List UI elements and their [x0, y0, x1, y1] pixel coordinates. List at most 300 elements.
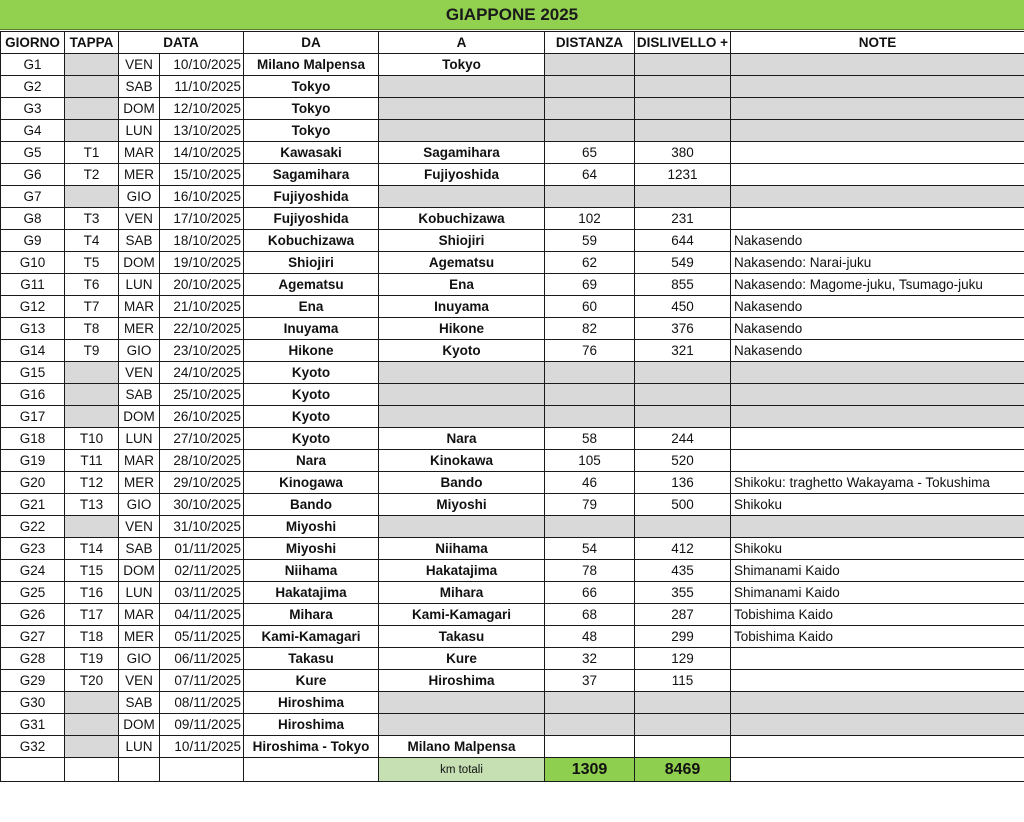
cell-note[interactable]	[731, 142, 1024, 164]
cell-dislivello[interactable]	[635, 362, 731, 384]
cell-day-of-week[interactable]: MAR	[119, 142, 160, 164]
cell-note[interactable]	[731, 670, 1024, 692]
cell-day-of-week[interactable]: VEN	[119, 670, 160, 692]
cell-tappa[interactable]	[65, 362, 119, 384]
cell-giorno[interactable]: G12	[1, 296, 65, 318]
cell-tappa[interactable]: T17	[65, 604, 119, 626]
cell-tappa[interactable]	[65, 384, 119, 406]
cell-giorno[interactable]: G29	[1, 670, 65, 692]
cell-date[interactable]: 08/11/2025	[160, 692, 244, 714]
cell-tappa[interactable]: T4	[65, 230, 119, 252]
cell-day-of-week[interactable]: SAB	[119, 384, 160, 406]
cell-date[interactable]: 21/10/2025	[160, 296, 244, 318]
cell-tappa[interactable]	[65, 186, 119, 208]
cell-date[interactable]: 23/10/2025	[160, 340, 244, 362]
cell-tappa[interactable]	[65, 98, 119, 120]
cell-dislivello[interactable]: 321	[635, 340, 731, 362]
cell-day-of-week[interactable]: SAB	[119, 538, 160, 560]
cell-giorno[interactable]: G32	[1, 736, 65, 758]
cell-date[interactable]: 13/10/2025	[160, 120, 244, 142]
cell-date[interactable]: 07/11/2025	[160, 670, 244, 692]
cell-a[interactable]: Nara	[379, 428, 545, 450]
cell-distanza[interactable]: 60	[545, 296, 635, 318]
cell-giorno[interactable]: G2	[1, 76, 65, 98]
cell-distanza[interactable]: 105	[545, 450, 635, 472]
cell-note[interactable]	[731, 362, 1024, 384]
cell-tappa[interactable]	[65, 692, 119, 714]
header-da[interactable]: DA	[244, 32, 379, 54]
cell-dislivello[interactable]	[635, 76, 731, 98]
cell-dislivello[interactable]: 500	[635, 494, 731, 516]
cell-dislivello[interactable]: 549	[635, 252, 731, 274]
totals-label[interactable]: km totali	[379, 758, 545, 782]
cell-da[interactable]: Ena	[244, 296, 379, 318]
cell-tappa[interactable]: T18	[65, 626, 119, 648]
cell-day-of-week[interactable]: LUN	[119, 736, 160, 758]
cell-date[interactable]: 19/10/2025	[160, 252, 244, 274]
cell-giorno[interactable]: G30	[1, 692, 65, 714]
cell-da[interactable]: Hiroshima - Tokyo	[244, 736, 379, 758]
cell-note[interactable]	[731, 406, 1024, 428]
header-distanza[interactable]: DISTANZA	[545, 32, 635, 54]
cell-tappa[interactable]: T9	[65, 340, 119, 362]
cell-tappa[interactable]	[65, 120, 119, 142]
totals-empty-cell[interactable]	[244, 758, 379, 782]
cell-note[interactable]	[731, 384, 1024, 406]
cell-note[interactable]	[731, 428, 1024, 450]
cell-dislivello[interactable]: 231	[635, 208, 731, 230]
cell-distanza[interactable]: 82	[545, 318, 635, 340]
cell-day-of-week[interactable]: GIO	[119, 648, 160, 670]
cell-da[interactable]: Hikone	[244, 340, 379, 362]
cell-tappa[interactable]: T1	[65, 142, 119, 164]
cell-day-of-week[interactable]: SAB	[119, 76, 160, 98]
cell-tappa[interactable]: T12	[65, 472, 119, 494]
cell-distanza[interactable]	[545, 384, 635, 406]
cell-day-of-week[interactable]: LUN	[119, 428, 160, 450]
cell-date[interactable]: 09/11/2025	[160, 714, 244, 736]
cell-giorno[interactable]: G27	[1, 626, 65, 648]
cell-note[interactable]	[731, 516, 1024, 538]
cell-a[interactable]	[379, 98, 545, 120]
cell-da[interactable]: Takasu	[244, 648, 379, 670]
cell-da[interactable]: Miyoshi	[244, 516, 379, 538]
cell-a[interactable]: Miyoshi	[379, 494, 545, 516]
cell-date[interactable]: 26/10/2025	[160, 406, 244, 428]
cell-dislivello[interactable]: 136	[635, 472, 731, 494]
cell-distanza[interactable]: 66	[545, 582, 635, 604]
cell-dislivello[interactable]	[635, 384, 731, 406]
cell-da[interactable]: Milano Malpensa	[244, 54, 379, 76]
cell-date[interactable]: 20/10/2025	[160, 274, 244, 296]
cell-day-of-week[interactable]: LUN	[119, 582, 160, 604]
cell-distanza[interactable]	[545, 516, 635, 538]
cell-giorno[interactable]: G16	[1, 384, 65, 406]
cell-note[interactable]: Nakasendo	[731, 296, 1024, 318]
cell-note[interactable]: Tobishima Kaido	[731, 626, 1024, 648]
cell-a[interactable]: Ena	[379, 274, 545, 296]
header-data[interactable]: DATA	[119, 32, 244, 54]
cell-giorno[interactable]: G14	[1, 340, 65, 362]
cell-tappa[interactable]: T20	[65, 670, 119, 692]
cell-note[interactable]	[731, 648, 1024, 670]
cell-date[interactable]: 17/10/2025	[160, 208, 244, 230]
cell-day-of-week[interactable]: MER	[119, 318, 160, 340]
cell-note[interactable]: Tobishima Kaido	[731, 604, 1024, 626]
cell-dislivello[interactable]: 129	[635, 648, 731, 670]
cell-note[interactable]: Nakasendo: Magome-juku, Tsumago-juku	[731, 274, 1024, 296]
total-dislivello[interactable]: 8469	[635, 758, 731, 782]
cell-note[interactable]	[731, 54, 1024, 76]
cell-giorno[interactable]: G26	[1, 604, 65, 626]
cell-dislivello[interactable]: 520	[635, 450, 731, 472]
cell-giorno[interactable]: G5	[1, 142, 65, 164]
cell-da[interactable]: Miyoshi	[244, 538, 379, 560]
cell-distanza[interactable]	[545, 120, 635, 142]
cell-tappa[interactable]: T13	[65, 494, 119, 516]
cell-tappa[interactable]	[65, 406, 119, 428]
cell-note[interactable]	[731, 450, 1024, 472]
cell-dislivello[interactable]	[635, 120, 731, 142]
cell-tappa[interactable]: T19	[65, 648, 119, 670]
cell-dislivello[interactable]: 855	[635, 274, 731, 296]
cell-day-of-week[interactable]: DOM	[119, 98, 160, 120]
cell-giorno[interactable]: G9	[1, 230, 65, 252]
cell-day-of-week[interactable]: LUN	[119, 120, 160, 142]
cell-distanza[interactable]: 79	[545, 494, 635, 516]
totals-empty-cell[interactable]	[160, 758, 244, 782]
cell-dislivello[interactable]: 1231	[635, 164, 731, 186]
cell-distanza[interactable]: 68	[545, 604, 635, 626]
cell-distanza[interactable]: 32	[545, 648, 635, 670]
cell-note[interactable]	[731, 736, 1024, 758]
cell-a[interactable]: Sagamihara	[379, 142, 545, 164]
cell-dislivello[interactable]: 435	[635, 560, 731, 582]
cell-da[interactable]: Fujiyoshida	[244, 186, 379, 208]
cell-da[interactable]: Agematsu	[244, 274, 379, 296]
cell-day-of-week[interactable]: VEN	[119, 208, 160, 230]
cell-tappa[interactable]	[65, 76, 119, 98]
cell-note[interactable]	[731, 98, 1024, 120]
cell-day-of-week[interactable]: DOM	[119, 406, 160, 428]
cell-da[interactable]: Kinogawa	[244, 472, 379, 494]
cell-day-of-week[interactable]: GIO	[119, 494, 160, 516]
cell-dislivello[interactable]	[635, 186, 731, 208]
cell-da[interactable]: Kyoto	[244, 384, 379, 406]
cell-note[interactable]: Nakasendo: Narai-juku	[731, 252, 1024, 274]
cell-day-of-week[interactable]: DOM	[119, 714, 160, 736]
cell-day-of-week[interactable]: MER	[119, 164, 160, 186]
cell-distanza[interactable]	[545, 76, 635, 98]
cell-giorno[interactable]: G7	[1, 186, 65, 208]
cell-da[interactable]: Kyoto	[244, 406, 379, 428]
cell-day-of-week[interactable]: MAR	[119, 604, 160, 626]
header-note[interactable]: NOTE	[731, 32, 1024, 54]
cell-distanza[interactable]	[545, 406, 635, 428]
cell-day-of-week[interactable]: LUN	[119, 274, 160, 296]
cell-date[interactable]: 18/10/2025	[160, 230, 244, 252]
cell-note[interactable]: Shikoku	[731, 494, 1024, 516]
cell-tappa[interactable]	[65, 54, 119, 76]
cell-distanza[interactable]: 59	[545, 230, 635, 252]
cell-distanza[interactable]: 62	[545, 252, 635, 274]
cell-day-of-week[interactable]: GIO	[119, 186, 160, 208]
cell-day-of-week[interactable]: MER	[119, 472, 160, 494]
cell-giorno[interactable]: G13	[1, 318, 65, 340]
cell-date[interactable]: 05/11/2025	[160, 626, 244, 648]
cell-distanza[interactable]: 54	[545, 538, 635, 560]
cell-da[interactable]: Hakatajima	[244, 582, 379, 604]
cell-a[interactable]: Inuyama	[379, 296, 545, 318]
cell-distanza[interactable]: 64	[545, 164, 635, 186]
cell-a[interactable]: Kami-Kamagari	[379, 604, 545, 626]
cell-distanza[interactable]	[545, 714, 635, 736]
cell-tappa[interactable]	[65, 516, 119, 538]
cell-day-of-week[interactable]: SAB	[119, 692, 160, 714]
cell-distanza[interactable]: 48	[545, 626, 635, 648]
cell-tappa[interactable]: T15	[65, 560, 119, 582]
cell-note[interactable]: Nakasendo	[731, 230, 1024, 252]
cell-a[interactable]	[379, 406, 545, 428]
cell-dislivello[interactable]: 355	[635, 582, 731, 604]
cell-date[interactable]: 28/10/2025	[160, 450, 244, 472]
cell-tappa[interactable]	[65, 736, 119, 758]
cell-date[interactable]: 30/10/2025	[160, 494, 244, 516]
cell-da[interactable]: Fujiyoshida	[244, 208, 379, 230]
cell-a[interactable]: Hiroshima	[379, 670, 545, 692]
cell-giorno[interactable]: G6	[1, 164, 65, 186]
cell-tappa[interactable]: T14	[65, 538, 119, 560]
cell-giorno[interactable]: G28	[1, 648, 65, 670]
cell-a[interactable]	[379, 516, 545, 538]
cell-a[interactable]: Tokyo	[379, 54, 545, 76]
cell-date[interactable]: 31/10/2025	[160, 516, 244, 538]
cell-date[interactable]: 16/10/2025	[160, 186, 244, 208]
cell-date[interactable]: 10/11/2025	[160, 736, 244, 758]
cell-dislivello[interactable]: 450	[635, 296, 731, 318]
cell-date[interactable]: 14/10/2025	[160, 142, 244, 164]
cell-giorno[interactable]: G31	[1, 714, 65, 736]
cell-dislivello[interactable]	[635, 516, 731, 538]
cell-a[interactable]	[379, 362, 545, 384]
cell-da[interactable]: Hiroshima	[244, 714, 379, 736]
cell-giorno[interactable]: G24	[1, 560, 65, 582]
cell-a[interactable]: Niihama	[379, 538, 545, 560]
cell-da[interactable]: Niihama	[244, 560, 379, 582]
cell-da[interactable]: Shiojiri	[244, 252, 379, 274]
cell-a[interactable]: Kobuchizawa	[379, 208, 545, 230]
cell-giorno[interactable]: G11	[1, 274, 65, 296]
cell-distanza[interactable]: 69	[545, 274, 635, 296]
cell-a[interactable]: Mihara	[379, 582, 545, 604]
cell-a[interactable]: Kure	[379, 648, 545, 670]
cell-distanza[interactable]	[545, 736, 635, 758]
cell-dislivello[interactable]	[635, 692, 731, 714]
cell-note[interactable]: Nakasendo	[731, 318, 1024, 340]
cell-tappa[interactable]: T5	[65, 252, 119, 274]
cell-da[interactable]: Kure	[244, 670, 379, 692]
cell-giorno[interactable]: G3	[1, 98, 65, 120]
cell-day-of-week[interactable]: DOM	[119, 252, 160, 274]
cell-a[interactable]: Takasu	[379, 626, 545, 648]
cell-a[interactable]: Shiojiri	[379, 230, 545, 252]
cell-dislivello[interactable]	[635, 736, 731, 758]
cell-date[interactable]: 10/10/2025	[160, 54, 244, 76]
totals-empty-cell[interactable]	[731, 758, 1024, 782]
cell-dislivello[interactable]	[635, 406, 731, 428]
cell-distanza[interactable]	[545, 362, 635, 384]
cell-dislivello[interactable]: 644	[635, 230, 731, 252]
cell-a[interactable]: Milano Malpensa	[379, 736, 545, 758]
header-dislivello[interactable]: DISLIVELLO +	[635, 32, 731, 54]
cell-tappa[interactable]: T6	[65, 274, 119, 296]
cell-distanza[interactable]	[545, 98, 635, 120]
cell-date[interactable]: 06/11/2025	[160, 648, 244, 670]
cell-note[interactable]	[731, 692, 1024, 714]
cell-day-of-week[interactable]: MAR	[119, 450, 160, 472]
cell-day-of-week[interactable]: VEN	[119, 54, 160, 76]
cell-tappa[interactable]: T10	[65, 428, 119, 450]
cell-a[interactable]	[379, 186, 545, 208]
cell-dislivello[interactable]	[635, 54, 731, 76]
cell-giorno[interactable]: G19	[1, 450, 65, 472]
cell-dislivello[interactable]: 299	[635, 626, 731, 648]
totals-empty-cell[interactable]	[65, 758, 119, 782]
cell-dislivello[interactable]: 376	[635, 318, 731, 340]
cell-a[interactable]	[379, 76, 545, 98]
cell-distanza[interactable]: 65	[545, 142, 635, 164]
header-giorno[interactable]: GIORNO	[1, 32, 65, 54]
cell-note[interactable]: Shikoku: traghetto Wakayama - Tokushima	[731, 472, 1024, 494]
cell-dislivello[interactable]: 244	[635, 428, 731, 450]
cell-da[interactable]: Mihara	[244, 604, 379, 626]
cell-date[interactable]: 25/10/2025	[160, 384, 244, 406]
cell-giorno[interactable]: G21	[1, 494, 65, 516]
cell-day-of-week[interactable]: VEN	[119, 516, 160, 538]
cell-tappa[interactable]: T2	[65, 164, 119, 186]
cell-note[interactable]	[731, 120, 1024, 142]
cell-date[interactable]: 22/10/2025	[160, 318, 244, 340]
cell-distanza[interactable]: 46	[545, 472, 635, 494]
cell-da[interactable]: Tokyo	[244, 76, 379, 98]
cell-date[interactable]: 01/11/2025	[160, 538, 244, 560]
cell-da[interactable]: Sagamihara	[244, 164, 379, 186]
cell-distanza[interactable]: 76	[545, 340, 635, 362]
cell-date[interactable]: 12/10/2025	[160, 98, 244, 120]
cell-distanza[interactable]: 37	[545, 670, 635, 692]
cell-dislivello[interactable]: 115	[635, 670, 731, 692]
totals-empty-cell[interactable]	[119, 758, 160, 782]
totals-empty-cell[interactable]	[1, 758, 65, 782]
cell-note[interactable]: Shimanami Kaido	[731, 582, 1024, 604]
cell-distanza[interactable]	[545, 186, 635, 208]
cell-a[interactable]: Hikone	[379, 318, 545, 340]
cell-da[interactable]: Tokyo	[244, 120, 379, 142]
cell-da[interactable]: Inuyama	[244, 318, 379, 340]
cell-tappa[interactable]: T3	[65, 208, 119, 230]
cell-note[interactable]	[731, 714, 1024, 736]
cell-da[interactable]: Kami-Kamagari	[244, 626, 379, 648]
cell-note[interactable]	[731, 208, 1024, 230]
cell-distanza[interactable]: 58	[545, 428, 635, 450]
cell-day-of-week[interactable]: VEN	[119, 362, 160, 384]
cell-giorno[interactable]: G10	[1, 252, 65, 274]
cell-day-of-week[interactable]: SAB	[119, 230, 160, 252]
cell-a[interactable]: Kinokawa	[379, 450, 545, 472]
header-tappa[interactable]: TAPPA	[65, 32, 119, 54]
cell-a[interactable]: Bando	[379, 472, 545, 494]
cell-dislivello[interactable]	[635, 98, 731, 120]
cell-da[interactable]: Kobuchizawa	[244, 230, 379, 252]
cell-da[interactable]: Bando	[244, 494, 379, 516]
cell-note[interactable]	[731, 186, 1024, 208]
cell-day-of-week[interactable]: GIO	[119, 340, 160, 362]
cell-giorno[interactable]: G22	[1, 516, 65, 538]
cell-giorno[interactable]: G25	[1, 582, 65, 604]
cell-dislivello[interactable]: 412	[635, 538, 731, 560]
cell-date[interactable]: 02/11/2025	[160, 560, 244, 582]
cell-giorno[interactable]: G4	[1, 120, 65, 142]
cell-a[interactable]: Hakatajima	[379, 560, 545, 582]
cell-tappa[interactable]: T11	[65, 450, 119, 472]
cell-a[interactable]: Kyoto	[379, 340, 545, 362]
cell-dislivello[interactable]	[635, 714, 731, 736]
cell-tappa[interactable]: T7	[65, 296, 119, 318]
cell-da[interactable]: Kyoto	[244, 428, 379, 450]
cell-date[interactable]: 24/10/2025	[160, 362, 244, 384]
cell-a[interactable]	[379, 120, 545, 142]
cell-distanza[interactable]	[545, 692, 635, 714]
cell-distanza[interactable]: 102	[545, 208, 635, 230]
cell-giorno[interactable]: G17	[1, 406, 65, 428]
cell-da[interactable]: Kyoto	[244, 362, 379, 384]
cell-note[interactable]: Shikoku	[731, 538, 1024, 560]
cell-giorno[interactable]: G1	[1, 54, 65, 76]
cell-date[interactable]: 29/10/2025	[160, 472, 244, 494]
cell-a[interactable]	[379, 384, 545, 406]
cell-a[interactable]: Fujiyoshida	[379, 164, 545, 186]
cell-dislivello[interactable]: 380	[635, 142, 731, 164]
cell-note[interactable]: Nakasendo	[731, 340, 1024, 362]
cell-giorno[interactable]: G23	[1, 538, 65, 560]
cell-date[interactable]: 27/10/2025	[160, 428, 244, 450]
cell-da[interactable]: Hiroshima	[244, 692, 379, 714]
cell-tappa[interactable]	[65, 714, 119, 736]
cell-day-of-week[interactable]: MAR	[119, 296, 160, 318]
header-a[interactable]: A	[379, 32, 545, 54]
cell-day-of-week[interactable]: MER	[119, 626, 160, 648]
cell-date[interactable]: 04/11/2025	[160, 604, 244, 626]
cell-giorno[interactable]: G20	[1, 472, 65, 494]
cell-distanza[interactable]: 78	[545, 560, 635, 582]
cell-giorno[interactable]: G18	[1, 428, 65, 450]
cell-tappa[interactable]: T8	[65, 318, 119, 340]
cell-da[interactable]: Nara	[244, 450, 379, 472]
cell-da[interactable]: Kawasaki	[244, 142, 379, 164]
cell-note[interactable]: Shimanami Kaido	[731, 560, 1024, 582]
cell-tappa[interactable]: T16	[65, 582, 119, 604]
cell-a[interactable]: Agematsu	[379, 252, 545, 274]
cell-dislivello[interactable]: 287	[635, 604, 731, 626]
cell-distanza[interactable]	[545, 54, 635, 76]
cell-date[interactable]: 11/10/2025	[160, 76, 244, 98]
cell-date[interactable]: 15/10/2025	[160, 164, 244, 186]
cell-day-of-week[interactable]: DOM	[119, 560, 160, 582]
total-distanza[interactable]: 1309	[545, 758, 635, 782]
cell-a[interactable]	[379, 692, 545, 714]
cell-da[interactable]: Tokyo	[244, 98, 379, 120]
cell-date[interactable]: 03/11/2025	[160, 582, 244, 604]
